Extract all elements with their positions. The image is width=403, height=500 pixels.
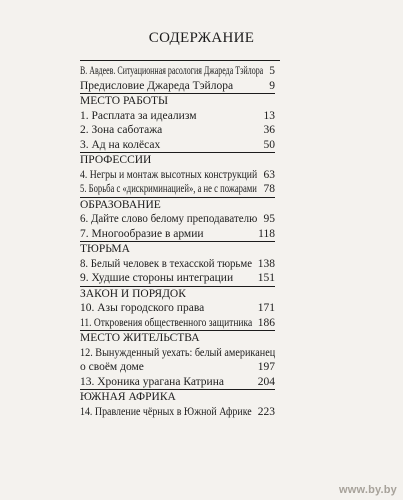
toc-entry [80, 64, 275, 79]
page-number: 9 [269, 79, 275, 92]
page-number: 95 [263, 213, 275, 225]
entry-title: 1. Расплата за идеализм [80, 109, 197, 122]
toc-entry [80, 227, 275, 242]
toc-section-heading [80, 390, 275, 405]
page-number: 5 [269, 65, 275, 77]
section-title: ОБРАЗОВАНИЕ [80, 198, 161, 211]
entry-title: 3. Ад на колёсах [80, 138, 161, 151]
entry-title: 2. Зона саботажа [80, 124, 163, 136]
toc-section-heading [80, 153, 275, 168]
page-number: 118 [258, 227, 275, 240]
toc-section-heading [80, 331, 275, 346]
section-title: ТЮРЬМА [80, 243, 130, 255]
section-title: ЮЖНАЯ АФРИКА [80, 391, 176, 403]
section-title: МЕСТО РАБОТЫ [80, 95, 169, 107]
page-number: 63 [263, 168, 275, 181]
entry-title: 5. Борьба с «дискриминацией», а не с пожарами [80, 183, 257, 195]
entry-title: 14. Правление чёрных в Южной Африке [80, 405, 252, 418]
entry-title: 8. Белый человек в техасской тюрьме [80, 257, 253, 270]
watermark-text: www.by.by [338, 484, 397, 496]
page-number: 223 [257, 405, 275, 418]
toc-entry [80, 123, 275, 138]
page-title: СОДЕРЖАНИЕ [148, 30, 255, 46]
entry-title: В. Авдеев. Ситуационная расология Джареда Тэйлора [80, 65, 264, 77]
entry-title: Предисловие Джареда Тэйлора [80, 79, 234, 92]
toc-section-heading [80, 242, 275, 257]
toc-entry [80, 257, 275, 272]
entry-title: 13. Хроника урагана Катрина [80, 375, 224, 388]
entry-title: 10. Азы городского права [80, 302, 205, 314]
toc-entry [80, 346, 275, 361]
entry-title: 9. Худшие стороны интеграции [80, 272, 234, 284]
toc-entry [80, 375, 275, 390]
entry-title: 4. Негры и монтаж высотных конструкций [80, 168, 258, 181]
page-number: 13 [263, 109, 275, 122]
toc-entry [80, 79, 275, 94]
watermark [339, 484, 397, 496]
page-number: 138 [257, 257, 275, 270]
toc-section-heading [80, 198, 275, 213]
toc-entry [80, 109, 275, 124]
toc-entry [80, 405, 275, 420]
page-number: 78 [263, 183, 275, 195]
entry-title: 6. Дайте слово белому преподавателю [80, 213, 258, 225]
page-number: 151 [257, 272, 275, 284]
page-number: 204 [257, 375, 275, 388]
title-rule [80, 60, 280, 61]
section-title: ПРОФЕССИИ [80, 154, 152, 166]
section-title: МЕСТО ЖИТЕЛЬСТВА [80, 332, 200, 344]
table-of-contents [80, 64, 275, 419]
toc-entry [80, 168, 275, 183]
toc-entry [80, 138, 275, 153]
toc-entry [80, 271, 275, 286]
page-number: 171 [257, 302, 275, 314]
toc-section-heading [80, 94, 275, 109]
toc-entry [80, 360, 275, 375]
entry-title: 7. Многообразие в армии [80, 227, 204, 240]
toc-entry [80, 212, 275, 227]
toc-section-heading [80, 287, 275, 302]
page-number: 197 [257, 361, 275, 373]
page-number: 186 [257, 316, 275, 329]
entry-title: 11. Откровения общественного защитника [80, 316, 253, 329]
toc-entry [80, 301, 275, 316]
entry-title: о своём доме [80, 361, 144, 373]
toc-entry [80, 182, 275, 197]
toc-entry [80, 316, 275, 331]
page-number: 50 [263, 138, 275, 151]
entry-title: 12. Вынужденный уехать: белый американец [80, 346, 276, 359]
section-title: ЗАКОН И ПОРЯДОК [80, 287, 186, 300]
page-number: 36 [263, 124, 275, 136]
